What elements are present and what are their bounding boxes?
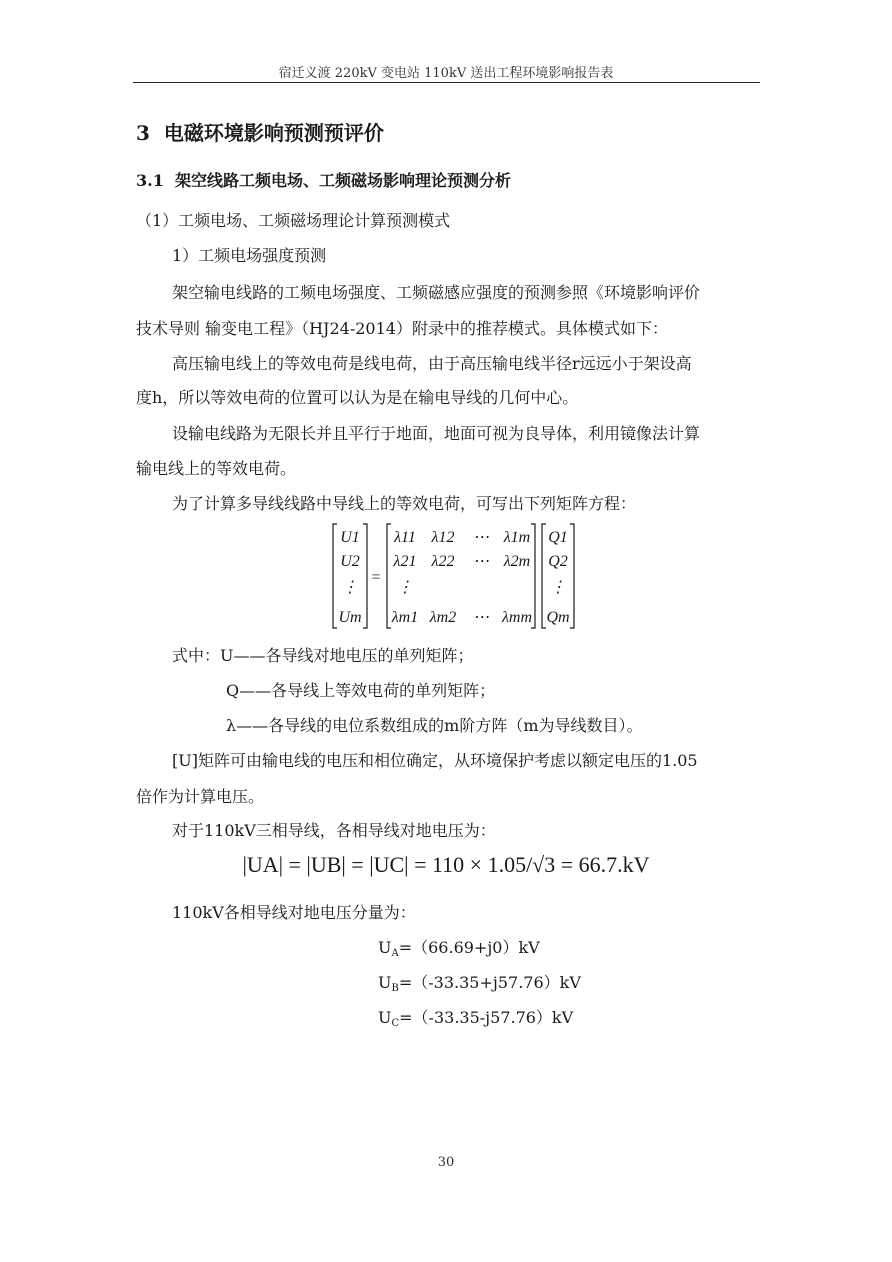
paragraph-2-line-2: 度h，所以等效电荷的位置可以认为是在输电导线的几何中心。 <box>136 388 579 407</box>
lambda-cell: λ1m <box>503 529 531 546</box>
voltage-formula: |UA| = |UB| = |UC| = 110 × 1.05/√3 = 66.7.kV <box>242 852 650 877</box>
q-cell: ⋮ <box>550 579 566 596</box>
q-cell: Q1 <box>548 529 568 546</box>
paragraph-7: 110kV各相导线对地电压分量为： <box>172 903 416 922</box>
q-bracket-left <box>542 524 546 628</box>
list-item-1-1: 1）工频电场强度预测 <box>172 246 327 265</box>
u-bracket-right <box>363 524 367 628</box>
section-number: 3 <box>136 121 150 145</box>
lambda-cell: ⋯ <box>473 609 489 626</box>
lambda-cell: ⋮ <box>397 579 413 596</box>
component-value: =（-33.35+j57.76）kV <box>398 973 581 992</box>
definition-lambda: λ——各导线的电位系数组成的m阶方阵（m为导线数目）。 <box>226 716 643 735</box>
component-sub: B <box>391 983 399 994</box>
lambda-bracket-left <box>387 524 391 628</box>
lambda-cell: λ21 <box>393 553 417 570</box>
q-cell: Qm <box>546 609 570 626</box>
lambda-cell: λ11 <box>394 529 416 546</box>
component-value: =（-33.35-j57.76）kV <box>399 1008 574 1027</box>
component-uc <box>378 1005 573 1029</box>
component-label: U <box>378 938 392 957</box>
q-bracket-right <box>570 524 574 628</box>
paragraph-4: 为了计算多导线线路中导线上的等效电荷，可写出下列矩阵方程： <box>172 494 637 513</box>
running-header: 宿迁义渡 220kV 变电站 110kV 送出工程环境影响报告表 <box>278 66 614 81</box>
paragraph-5-line-2: 倍作为计算电压。 <box>136 787 265 806</box>
subsection-title: 架空线路工频电场、工频磁场影响理论预测分析 <box>174 171 511 190</box>
definition-q: Q——各导线上等效电荷的单列矩阵； <box>226 681 496 700</box>
matrix-equation <box>330 520 580 632</box>
paragraph-1-line-2: 技术导则 输变电工程》（HJ24-2014）附录中的推荐模式。具体模式如下： <box>136 319 668 338</box>
component-ub <box>378 970 581 994</box>
component-sub: C <box>391 1018 400 1029</box>
paragraph-2-line-1: 高压输电线上的等效电荷是线电荷，由于高压输电线半径r远远小于架设高 <box>172 354 692 373</box>
paragraph-6: 对于110kV三相导线，各相导线对地电压为： <box>172 821 496 840</box>
lambda-cell: λm1 <box>391 609 419 626</box>
lambda-cell: λ22 <box>431 553 455 570</box>
definition-u: 式中：U——各导线对地电压的单列矩阵； <box>172 646 474 665</box>
component-value: =（66.69+j0）kV <box>398 938 540 957</box>
lambda-cell: λmm <box>501 609 533 626</box>
equals-sign: = <box>371 569 381 586</box>
list-item-1: （1）工频电场、工频磁场理论计算预测模式 <box>136 211 451 230</box>
paragraph-5-line-1: [U]矩阵可由输电线的电压和相位确定，从环境保护考虑以额定电压的1.05 <box>172 751 698 770</box>
u-cell: U1 <box>340 529 360 546</box>
q-cell: Q2 <box>548 553 568 570</box>
u-cell: Um <box>338 609 362 626</box>
section-heading <box>136 117 384 146</box>
component-label: U <box>378 1008 392 1027</box>
lambda-cell: λ12 <box>431 529 455 546</box>
lambda-cell: λm2 <box>429 609 457 626</box>
subsection-heading <box>136 168 511 191</box>
paragraph-1-line-1: 架空输电线路的工频电场强度、工频磁感应强度的预测参照《环境影响评价 <box>172 283 701 302</box>
paragraph-3-line-1: 设输电线路为无限长并且平行于地面，地面可视为良导体，利用镜像法计算 <box>172 424 701 443</box>
u-bracket-left <box>333 524 337 628</box>
lambda-cell: λ2m <box>503 553 531 570</box>
lambda-cell: ⋯ <box>473 553 489 570</box>
subsection-number: 3.1 <box>136 171 164 190</box>
u-cell: ⋮ <box>342 579 358 596</box>
paragraph-3-line-2: 输电线上的等效电荷。 <box>136 459 297 478</box>
page-number: 30 <box>437 1155 455 1170</box>
u-cell: U2 <box>340 553 360 570</box>
component-ua <box>378 935 540 959</box>
header-rule <box>133 82 760 83</box>
lambda-cell: ⋯ <box>473 529 489 546</box>
component-sub: A <box>391 948 399 959</box>
component-label: U <box>378 973 392 992</box>
section-title: 电磁环境影响预测预评价 <box>163 121 384 145</box>
